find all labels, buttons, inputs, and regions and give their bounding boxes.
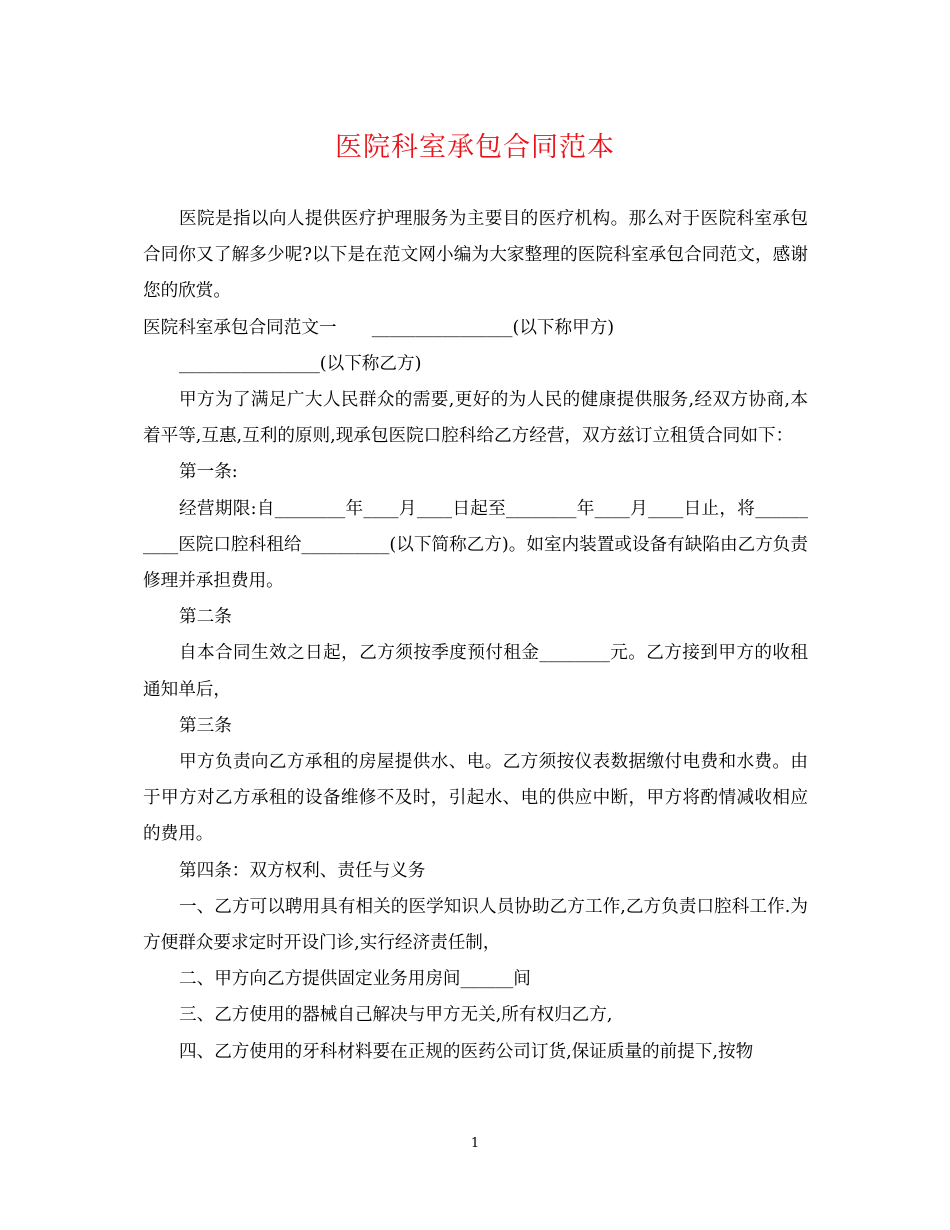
article-4-item-1: 一、乙方可以聘用具有相关的医学知识人员协助乙方工作,乙方负责口腔科工作.为方便群众要求定时开设门诊,实行经济责任制， — [143, 896, 808, 954]
article-4-item-2: 二、甲方向乙方提供固定业务用房间______间 — [179, 969, 531, 990]
article-3-body: 甲方负责向乙方承租的房屋提供水、电。乙方须按仪表数据缴付电费和水费。由于甲方对乙方承租的设备维修不及时，引起水、电的供应中断，甲方将酌情减收相应的费用。 — [143, 752, 808, 845]
article-1-heading: 第一条: — [179, 462, 238, 483]
article-2-heading: 第二条 — [179, 607, 232, 628]
article-2-body: 自本合同生效之日起，乙方须按季度预付租金________元。乙方接到甲方的收租通知单后， — [143, 643, 808, 700]
paragraph-party-b: ________________(以下称乙方) — [179, 353, 422, 374]
article-4-item-3: 三、乙方使用的器械自己解决与甲方无关,所有权归乙方, — [179, 1005, 613, 1026]
paragraph-intro: 医院是指以向人提供医疗护理服务为主要目的医疗机构。那么对于医院科室承包合同你又了解多少呢?以下是在范文网小编为大家整理的医院科室承包合同范文，感谢您的欣赏。 — [143, 209, 808, 302]
paragraph-party-a: 医院科室承包合同范文一 ________________(以下称甲方) — [143, 317, 615, 338]
article-3-heading: 第三条 — [179, 715, 232, 736]
paragraph-preamble: 甲方为了满足广大人民群众的需要,更好的为人民的健康提供服务,经双方协商,本着平等,互惠,互利的原则,现承包医院口腔科给乙方经营，双方兹订立租赁合同如下： — [143, 390, 808, 447]
article-4-heading: 第四条：双方权利、责任与义务 — [179, 860, 426, 881]
article-4-item-4: 四、乙方使用的牙科材料要在正规的医药公司订货,保证质量的前提下,按物 — [179, 1041, 754, 1062]
document-body — [143, 201, 808, 1070]
article-1-body: 经营期限:自________年____月____日起至________年____月____日止，将__________医院口腔科租给__________(以下简称乙方)。如室内装置或设备有缺陷由乙方负责修理并承担费用。 — [143, 498, 808, 592]
page-number: 1 — [470, 1136, 480, 1151]
document-title: 医院科室承包合同范本 — [335, 132, 615, 163]
